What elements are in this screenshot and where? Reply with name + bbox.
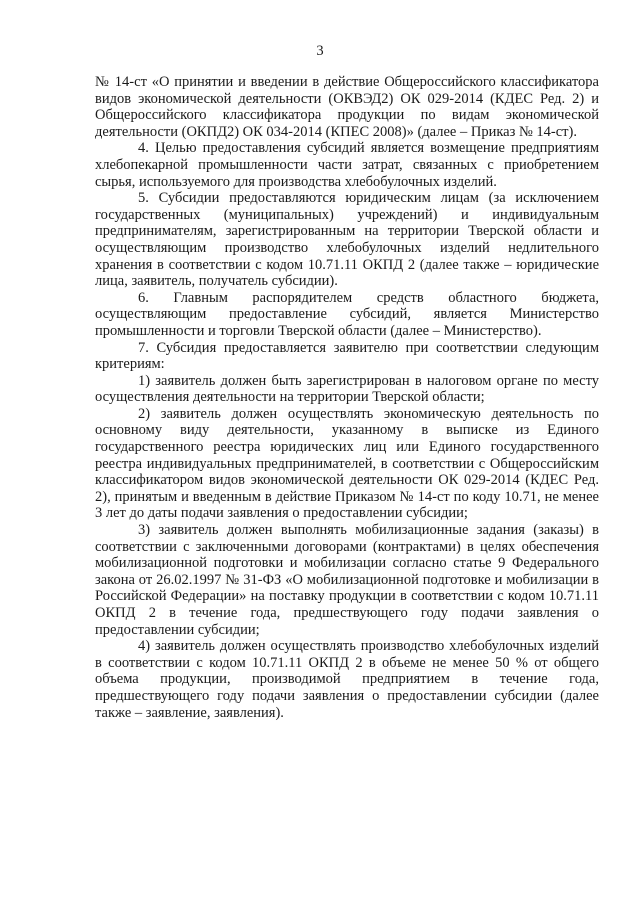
paragraph-4-purpose: 4. Целью предоставления субсидий является возмещение предприятиям хлебопекарной промышленности части затрат, связанных с приобретением сырья, используемого для производства хлебобулочных изделий.	[95, 140, 599, 190]
criterion-1: 1) заявитель должен быть зарегистрирован в налоговом органе по месту осуществления деятельности на территории Тверской области;	[95, 372, 599, 406]
paragraph-5-recipients: 5. Субсидии предоставляются юридическим лицам (за исключением государственных (муниципальных) учреждений) и индивидуальным предпринимателям, зарегистрированным на территории Тверской области и осуществляющим производство хлебобулочных изделий недлительного хранения в соответствии с кодом 10.71.11 ОКПД 2 (далее также – юридические лица, заявитель, получатель субсидии).	[95, 190, 599, 290]
paragraph-order-reference: № 14-ст «О принятии и введении в действие Общероссийского классификатора видов экономической деятельности (ОКВЭД2) ОК 029-2014 (КДЕС Ред. 2) и Общероссийского классификатора продукции по видам экономической деятельности (ОКПД2) ОК 034-2014 (КПЕС 2008)» (далее – Приказ № 14-ст).	[95, 74, 599, 140]
criterion-3: 3) заявитель должен выполнять мобилизационные задания (заказы) в соответствии с заключенными договорами (контрактами) в целях обеспечения мобилизационной подготовки и мобилизации согласно статье 9 Федерального закона от 26.02.1997 № 31-ФЗ «О мобилизационной подготовке и мобилизации в Российской Федерации» на поставку продукции в соответствии с кодом 10.71.11 ОКПД 2 в течение года, предшествующего году подачи заявления о предоставлении субсидии;	[95, 522, 599, 638]
paragraph-7-criteria: 7. Субсидия предоставляется заявителю при соответствии следующим критериям:	[95, 339, 599, 373]
paragraph-6-administrator: 6. Главным распорядителем средств областного бюджета, осуществляющим предоставление субсидий, является Министерство промышленности и торговли Тверской области (далее – Министерство).	[95, 289, 599, 339]
document-body	[95, 74, 599, 721]
criterion-2: 2) заявитель должен осуществлять экономическую деятельность по основному виду деятельности, указанному в выписке из Единого государственного реестра юридических лиц или Единого государственного реестра индивидуальных предпринимателей, в соответствии с Общероссийским классификатором видов экономической деятельности ОК 029-2014 (КДЕС Ред. 2), принятым и введенным в действие Приказом № 14-ст по коду 10.71, не менее 3 лет до даты подачи заявления о предоставлении субсидии;	[95, 405, 599, 522]
page-number: 3	[316, 43, 324, 59]
criterion-4: 4) заявитель должен осуществлять производство хлебобулочных изделий в соответствии с кодом 10.71.11 ОКПД 2 в объеме не менее 50 % от общего объема продукции, производимой предприятием в течение года, предшествующего году подачи заявления о предоставлении субсидии (далее также – заявление, заявления).	[95, 638, 599, 721]
